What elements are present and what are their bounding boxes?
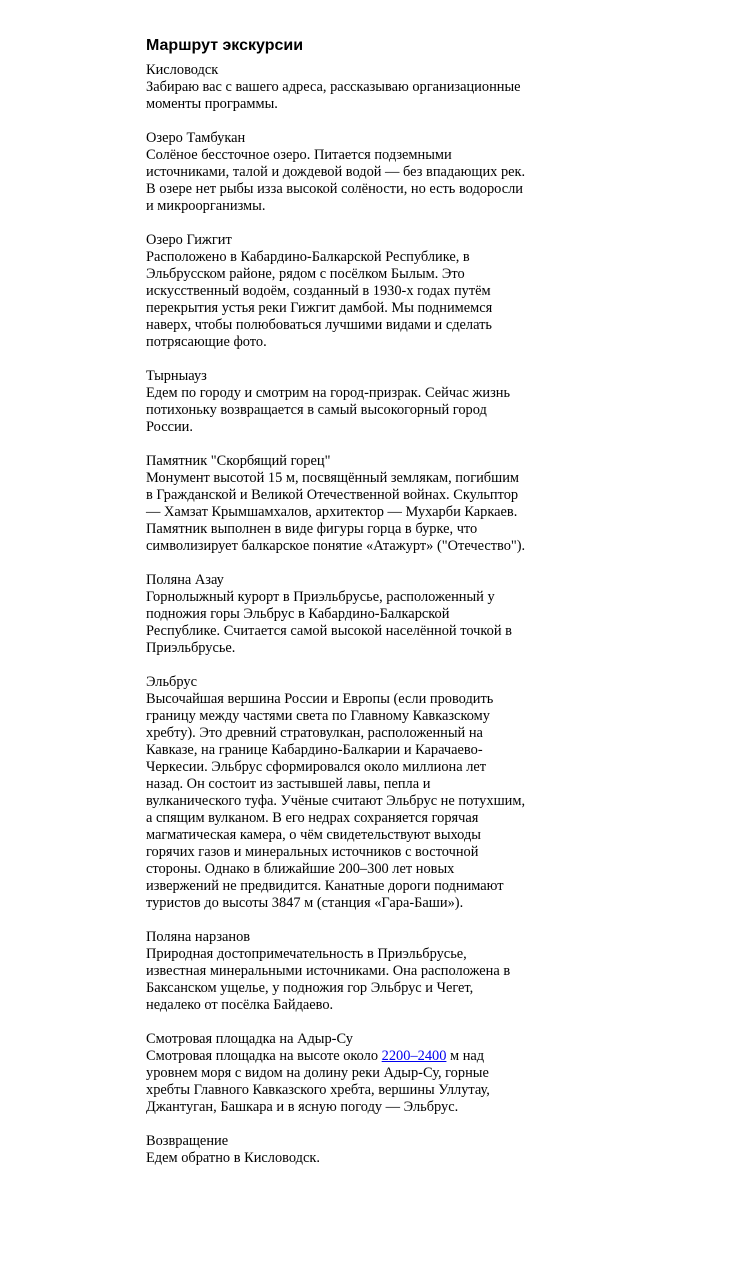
stop-narzan-glade xyxy=(146,929,526,1014)
stop-description: Монумент высотой 15 м, посвящённый землякам, погибшим в Гражданской и Великой Отечественной войнах. Скульптор — Хамзат Крымшамхалов, архитектор — Мухарби Каркаев. Памятник выполнен в виде фигуры горца в бурке, что символизирует балкарское понятие «Атажурт» ("Отечество"). xyxy=(146,470,526,554)
stop-name: Эльбрус xyxy=(146,674,197,690)
stop-azau-glade xyxy=(146,572,526,657)
stop-elbrus xyxy=(146,674,526,912)
stop-lake-tambukan xyxy=(146,130,526,215)
stop-name: Кисловодск xyxy=(146,62,219,78)
stop-description: Солёное бессточное озеро. Питается подземными источниками, талой и дождевой водой — без впадающих рек. В озере нет рыбы изза высокой солёности, но есть водоросли и микроорганизмы. xyxy=(146,147,526,214)
stop-name: Памятник "Скорбящий горец" xyxy=(146,453,331,469)
stop-name: Смотровая площадка на Адыр-Су xyxy=(146,1031,353,1047)
altitude-link[interactable]: 2200–2400 xyxy=(381,1048,447,1064)
desc-text-after: м над уровнем моря с видом на долину реки Адыр-Су, горные хребты Главного Кавказского хребта, вершины Уллутау, Джантуган, Башкара и в ясную погоду — Эльбрус. xyxy=(146,1048,490,1115)
stop-tyrnyauz xyxy=(146,368,526,436)
stop-name: Поляна нарзанов xyxy=(146,929,251,945)
stop-kislovodsk xyxy=(146,62,526,113)
stop-lake-gizhgit xyxy=(146,232,526,351)
stop-adyr-su-viewpoint xyxy=(146,1031,526,1116)
stop-description: Горнолыжный курорт в Приэльбрусье, расположенный у подножия горы Эльбрус в Кабардино-Балкарской Республике. Считается самой высокой населённой точкой в Приэльбрусье. xyxy=(146,589,512,656)
stop-description: Высочайшая вершина России и Европы (если проводить границу между частями света по Главному Кавказскому хребту). Это древний стратовулкан, расположенный на Кавказе, на границе Кабардино-Балкарии и Карачаево-Черкесии. Эльбрус сформировался около миллиона лет назад. Он состоит из застывшей лавы, пепла и вулканического туфа. Учёные считают Эльбрус не потухшим, а спящим вулканом. В его недрах сохраняется горячая магматическая камера, о чём свидетельствуют выходы горячих газов и минеральных источников с восточной стороны. Однако в ближайшие 200–300 лет новых извержений не предвидится. Канатные дороги поднимают туристов до высоты 3847 м (станция «Гара-Баши»). xyxy=(146,691,526,911)
itinerary xyxy=(146,34,526,1184)
stop-description: Природная достопримечательность в Приэльбрусье, известная минеральными источниками. Она расположена в Баксанском ущелье, у подножия гор Эльбрус и Чегет, недалеко от посёлка Байдаево. xyxy=(146,946,511,1013)
desc-text-before: Смотровая площадка на высоте около xyxy=(146,1048,382,1064)
stop-name: Возвращение xyxy=(146,1133,229,1149)
stop-return xyxy=(146,1133,526,1167)
page-title: Маршрут экскурсии xyxy=(146,37,304,54)
stop-name: Тырныауз xyxy=(146,368,207,384)
stop-name: Поляна Азау xyxy=(146,572,224,588)
stop-description xyxy=(146,1048,526,1116)
stop-description: Едем по городу и смотрим на город-призрак. Сейчас жизнь потихоньку возвращается в самый высокогорный город России. xyxy=(146,385,511,435)
stop-grieving-highlander-monument xyxy=(146,453,526,555)
stop-name: Озеро Гижгит xyxy=(146,232,232,248)
stop-name: Озеро Тамбукан xyxy=(146,130,246,146)
stop-description: Расположено в Кабардино-Балкарской Республике, в Эльбрусском районе, рядом с посёлком Былым. Это искусственный водоём, созданный в 1930-х годах путём перекрытия устья реки Гижгит дамбой. Мы поднимемся наверх, чтобы полюбоваться лучшими видами и сделать потрясающие фото. xyxy=(146,249,493,350)
stop-description: Едем обратно в Кисловодск. xyxy=(146,1150,320,1166)
stop-description: Забираю вас с вашего адреса, рассказываю организационные моменты программы. xyxy=(146,79,521,112)
